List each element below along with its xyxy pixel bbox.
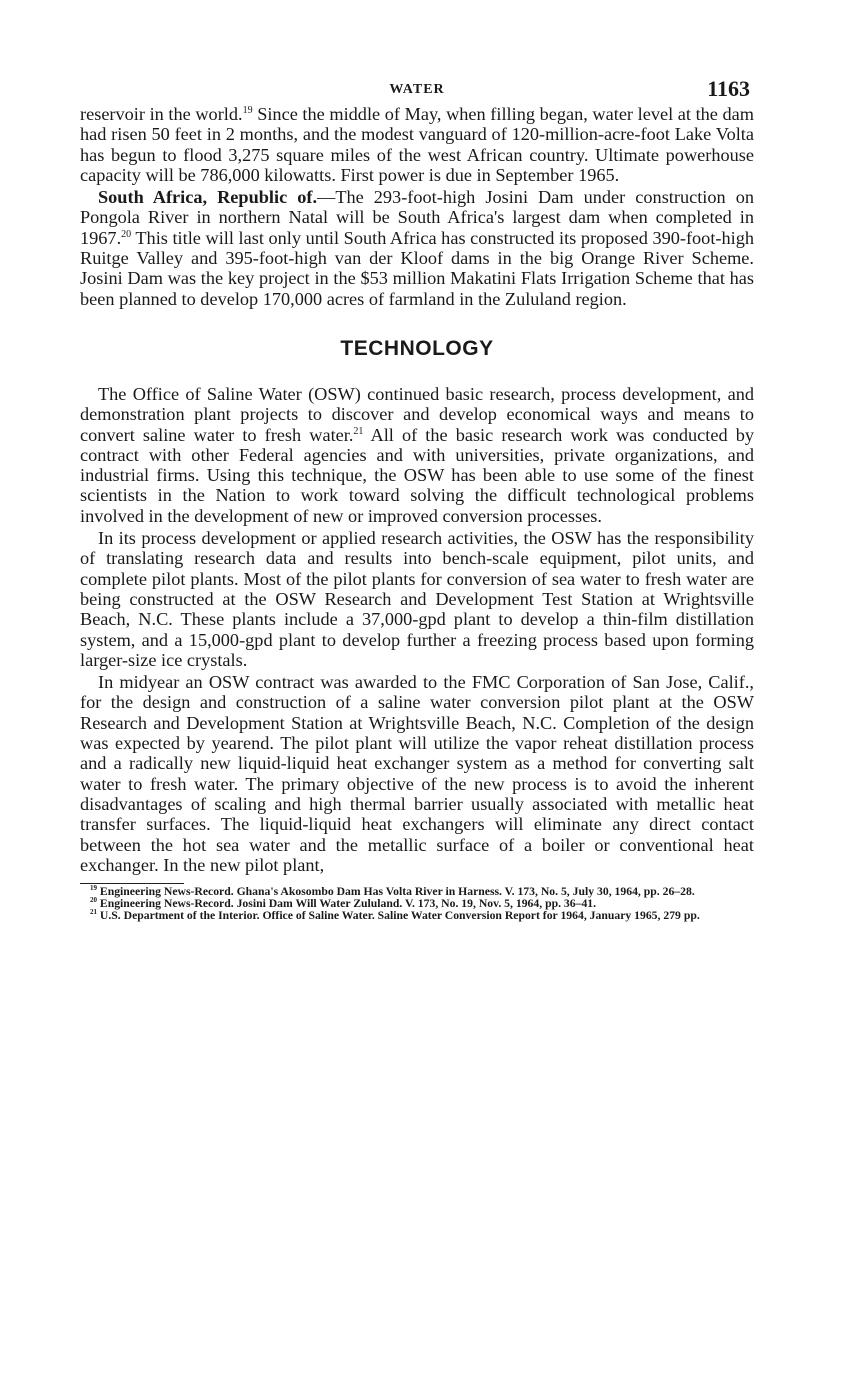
paragraph-text: Since the middle of May, when filling began, water level at the dam had risen 50 feet in 2 months, and the modest vanguard of 120-million-acre-foot Lake Volta has begun to flood 3,275 square miles of the west African country. Ultimate powerhouse capacity will be 786,000 kilowatts. First power is due in September 1965. <box>80 104 754 185</box>
paragraph-text: —The 293-foot-high Josini Dam under construction on Pongola River in northern Natal will be South Africa's largest dam when completed in 1967. <box>80 187 754 248</box>
paragraph-text: This title will last only until South Africa has constructed its proposed 390-foot-high Ruitge Valley and 395-foot-high van der Kloof dams in the big Orange River Scheme. Josini Dam was the key project in the $53 million Makatini Flats Irrigation Scheme that has been planned to develop 170,000 acres of farmland in the Zululand region. <box>80 227 754 309</box>
paragraph-text: All of the basic research work was conducted by contract with other Federal agencies and with universities, private organizations, and industrial firms. Using this technique, the OSW has been able to use some of the finest scientists in the Nation to work toward solving the difficult technological problems involved in the development of new or improved conversion processes. <box>80 424 754 526</box>
paragraph-process-development: In its process development or applied research activities, the OSW has the responsibility of translating research data and results into bench-scale equipment, pilot units, and complete pilot plants. Most of the pilot plants for conversion of sea water to fresh water are being constructed at the OSW Research and Development Test Station at Wrightsville Beach, N.C. These plants include a 37,000-gpd plant to develop a thin-film distillation system, and a 15,000-gpd plant to develop further a freezing process based upon forming larger-size ice crystals. <box>80 528 754 670</box>
page <box>80 70 754 921</box>
footnote-text: Engineering News-Record. Ghana's Akosombo Dam Has Volta River in Harness. V. 173, No. 5, July 30, 1964, pp. 26–28. <box>99 885 695 899</box>
footnote-text: Engineering News-Record. Josini Dam Will Water Zululand. V. 173, No. 19, Nov. 5, 1964, pp. 36–41. <box>99 896 597 910</box>
footnote-ref-20: 20 <box>121 228 132 240</box>
run-in-heading: South Africa, Republic of. <box>98 187 318 208</box>
footnote-21 <box>80 907 754 922</box>
paragraph-reservoir <box>80 104 754 185</box>
footnote-ref-19: 19 <box>242 104 253 116</box>
paragraph-text: reservoir in the world. <box>80 104 243 124</box>
footnote-number: 21 <box>90 907 97 916</box>
footnote-number: 19 <box>90 884 97 893</box>
paragraph-fmc-contract: In midyear an OSW contract was awarded to the FMC Corporation of San Jose, Calif., for the design and construction of a saline water conversion pilot plant at the OSW Research and Development Station at Wrightsville Beach, N.C. Completion of the design was expected by yearend. The pilot plant will utilize the vapor reheat distillation process and a radically new liquid-liquid heat exchanger system as a method for converting salt water to fresh water. The primary objective of the new process is to avoid the inherent disadvantages of scaling and high thermal barrier usually associated with metallic heat transfer surfaces. The liquid-liquid heat exchangers will eliminate any direct contact between the hot sea water and the metallic surface of a boiler or conventional heat exchanger. In the new pilot plant, <box>80 672 754 875</box>
paragraph-text: The Office of Saline Water (OSW) continued basic research, process development, and demonstration plant projects to discover and develop economical ways and means to convert saline water to fresh water. <box>80 383 754 445</box>
paragraph-osw-research <box>80 384 754 526</box>
page-number: 1163 <box>707 76 750 101</box>
footnote-text: U.S. Department of the Interior. Office of Saline Water. Saline Water Conversion Report for 1964, January 1965, 279 pp. <box>99 908 700 922</box>
footnotes <box>80 886 754 921</box>
paragraph-south-africa <box>80 187 754 309</box>
footnote-number: 20 <box>90 895 97 904</box>
running-title: WATER <box>389 82 445 97</box>
section-heading: TECHNOLOGY <box>340 336 494 360</box>
footnote-ref-21: 21 <box>353 425 364 437</box>
running-head <box>80 70 754 104</box>
